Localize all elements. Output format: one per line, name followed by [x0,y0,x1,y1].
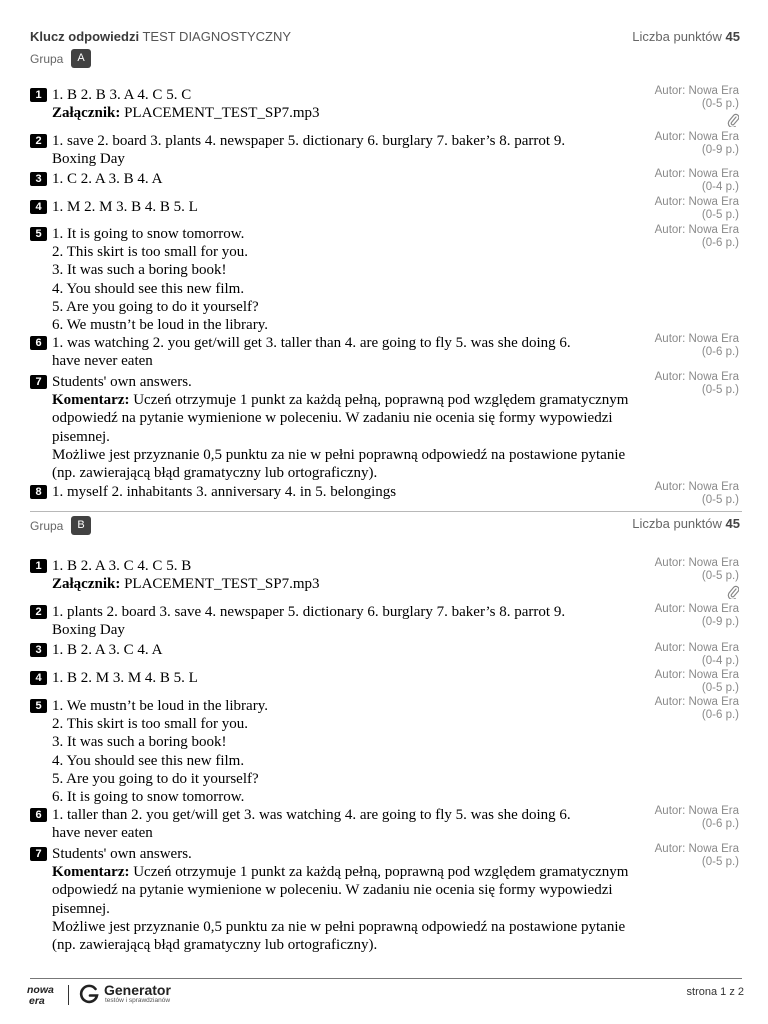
answer-line: 5. Are you going to do it yourself? [52,298,259,315]
group-badge: B [71,516,91,535]
question-number: 1 [30,559,47,573]
points-range: (0-5 p.) [701,570,739,582]
points-value: 45 [725,516,740,531]
points-range: (0-5 p.) [701,209,739,221]
points-range: (0-5 p.) [701,494,739,506]
question-a7 [30,373,650,482]
paperclip-icon[interactable] [619,113,739,127]
group-divider [30,511,742,512]
question-b4 [30,669,650,687]
total-points [632,516,740,531]
question-number: 6 [30,808,47,822]
answer-line: 1. B 2. A 3. C 4. A [52,642,163,658]
question-b2 [30,603,650,639]
question-a2 [30,132,650,168]
question-meta [619,603,739,629]
answer-line: Students' own answers. [52,374,192,390]
footer-divider [30,978,742,979]
answer-line: 4. You should see this new film. [52,752,245,769]
comment-text-2: Możliwe jest przyznanie 0,5 punktu za nie w pełni poprawną odpowiedź na postawione pytanie (np. zawierającą błąd gramatyczny lub ortograficzny). [52,918,626,954]
question-meta [619,224,739,250]
generator-logo-subtitle: testów i sprawdzianów [105,997,171,1004]
comment-text-2: Możliwe jest przyznanie 0,5 punktu za nie w pełni poprawną odpowiedź na postawione pytanie (np. zawierającą błąd gramatyczny lub ortograficzny). [52,446,626,482]
comment-text: Uczeń otrzymuje 1 punkt za każdą pełną, poprawną pod względem gramatycznym odpowiedź na pytanie wymienione w poleceniu. W zadaniu nie ocenia się formy wypowiedzi pisemnej. [52,864,629,917]
question-number: 7 [30,375,47,389]
answer-line: 1. plants 2. board 3. save 4. newspaper 5. dictionary 6. burglary 7. baker’s 8. parrot 9. [52,604,566,620]
answer-line: 1. M 2. M 3. B 4. B 5. L [52,199,198,215]
points-value: 45 [725,29,740,44]
points-range: (0-5 p.) [701,682,739,694]
question-number: 2 [30,605,47,619]
question-meta [619,131,739,157]
answer-line: Boxing Day [52,622,125,639]
question-a5 [30,225,650,334]
author: Autor: Nowa Era [654,603,739,615]
author: Autor: Nowa Era [654,131,739,143]
nowa-era-logo [25,983,65,1007]
question-meta [619,481,739,507]
answer-line: have never eaten [52,353,153,370]
answer-line: 1. B 2. M 3. M 4. B 5. L [52,670,198,686]
author: Autor: Nowa Era [654,224,739,236]
question-meta [619,85,739,127]
question-meta [619,371,739,397]
group-label: Grupa [30,52,64,66]
author: Autor: Nowa Era [654,669,739,681]
answer-line: 3. It was such a boring book! [52,734,227,751]
points-range: (0-4 p.) [701,655,739,667]
generator-g-icon [78,983,100,1005]
points-range: (0-6 p.) [701,709,739,721]
comment [52,863,650,918]
points-range: (0-9 p.) [701,616,739,628]
comment-label: Komentarz: [52,392,130,409]
title-rest: TEST DIAGNOSTYCZNY [142,29,292,44]
question-meta [619,805,739,831]
group-label: Grupa [30,519,64,533]
answer-line: 1. It is going to snow tomorrow. [52,226,245,242]
author: Autor: Nowa Era [654,168,739,180]
question-b3 [30,641,650,659]
question-meta [619,196,739,222]
question-number: 4 [30,200,47,214]
page-number: strona 1 z 2 [686,986,744,998]
answer-line: 1. save 2. board 3. plants 4. newspaper 5. dictionary 6. burglary 7. baker’s 8. parrot 9. [52,133,566,149]
question-meta [619,557,739,599]
answer-line: 1. B 2. A 3. C 4. C 5. B [52,558,192,574]
author: Autor: Nowa Era [654,557,739,569]
question-a3 [30,170,650,188]
comment-text: Uczeń otrzymuje 1 punkt za każdą pełną, poprawną pod względem gramatycznym odpowiedź na pytanie wymienione w poleceniu. W zadaniu nie ocenia się formy wypowiedzi pisemnej. [52,392,629,445]
points-range: (0-6 p.) [701,237,739,249]
points-range: (0-6 p.) [701,346,739,358]
attachment-file[interactable]: PLACEMENT_TEST_SP7.mp3 [124,105,320,122]
group-a-header [30,49,130,69]
points-range: (0-6 p.) [701,818,739,830]
question-a4 [30,198,650,216]
points-range: (0-4 p.) [701,181,739,193]
answer-line: 1. taller than 2. you get/will get 3. was watching 4. are going to fly 5. was she doing 6. [52,807,571,823]
logo-nowa-line2: era [29,995,45,1007]
points-label: Liczba punktów [632,516,722,531]
question-b5 [30,697,650,806]
comment-label: Komentarz: [52,864,130,881]
points-label: Liczba punktów [632,29,722,44]
group-badge: A [71,49,91,68]
points-range: (0-5 p.) [701,98,739,110]
question-meta [619,333,739,359]
question-number: 8 [30,485,47,499]
author: Autor: Nowa Era [654,371,739,383]
group-b-header [30,516,130,536]
question-a1 [30,86,650,122]
points-range: (0-9 p.) [701,144,739,156]
points-range: (0-5 p.) [701,384,739,396]
answer-line: Students' own answers. [52,846,192,862]
logo-separator [68,985,69,1005]
answer-line: 1. C 2. A 3. B 4. A [52,171,163,187]
question-meta [619,843,739,869]
answer-line: 6. We mustn’t be loud in the library. [52,317,268,334]
answer-line: 1. B 2. B 3. A 4. C 5. C [52,87,192,103]
question-number: 6 [30,336,47,350]
question-number: 3 [30,643,47,657]
question-meta [619,669,739,695]
author: Autor: Nowa Era [654,642,739,654]
question-a8 [30,483,650,501]
question-meta [619,642,739,668]
question-b7 [30,845,650,954]
logo-nowa-line1: nowa [27,984,54,996]
question-number: 5 [30,227,47,241]
answer-line: 2. This skirt is too small for you. [52,716,248,733]
author: Autor: Nowa Era [654,196,739,208]
attachment-label: Załącznik: [52,105,121,122]
question-meta [619,168,739,194]
answer-line: 1. myself 2. inhabitants 3. anniversary 4. in 5. belongings [52,484,397,500]
answer-line: 6. It is going to snow tomorrow. [52,789,245,806]
answer-line: 1. We mustn’t be loud in the library. [52,698,268,714]
author: Autor: Nowa Era [654,805,739,817]
question-a6 [30,334,650,370]
comment [52,391,650,446]
question-number: 2 [30,134,47,148]
paperclip-icon[interactable] [619,585,739,599]
attachment-file[interactable]: PLACEMENT_TEST_SP7.mp3 [124,576,320,593]
document-title [30,29,291,44]
question-number: 7 [30,847,47,861]
author: Autor: Nowa Era [654,696,739,708]
question-b1 [30,557,650,593]
attachment-label: Załącznik: [52,576,121,593]
answer-line: 3. It was such a boring book! [52,262,227,279]
author: Autor: Nowa Era [654,481,739,493]
answer-line: 4. You should see this new film. [52,280,245,297]
generator-logo-title: Generator [104,982,171,998]
total-points [632,29,740,44]
author: Autor: Nowa Era [654,85,739,97]
question-meta [619,696,739,722]
title-bold: Klucz odpowiedzi [30,29,140,44]
question-number: 3 [30,172,47,186]
answer-line: 1. was watching 2. you get/will get 3. taller than 4. are going to fly 5. was she doing 6. [52,335,571,351]
question-number: 4 [30,671,47,685]
author: Autor: Nowa Era [654,333,739,345]
question-number: 1 [30,88,47,102]
document-header [30,29,740,47]
answer-line: 5. Are you going to do it yourself? [52,770,259,787]
answer-line: 2. This skirt is too small for you. [52,244,248,261]
question-b6 [30,806,650,842]
question-number: 5 [30,699,47,713]
author: Autor: Nowa Era [654,843,739,855]
points-range: (0-5 p.) [701,856,739,868]
answer-line: have never eaten [52,825,153,842]
answer-line: Boxing Day [52,151,125,168]
